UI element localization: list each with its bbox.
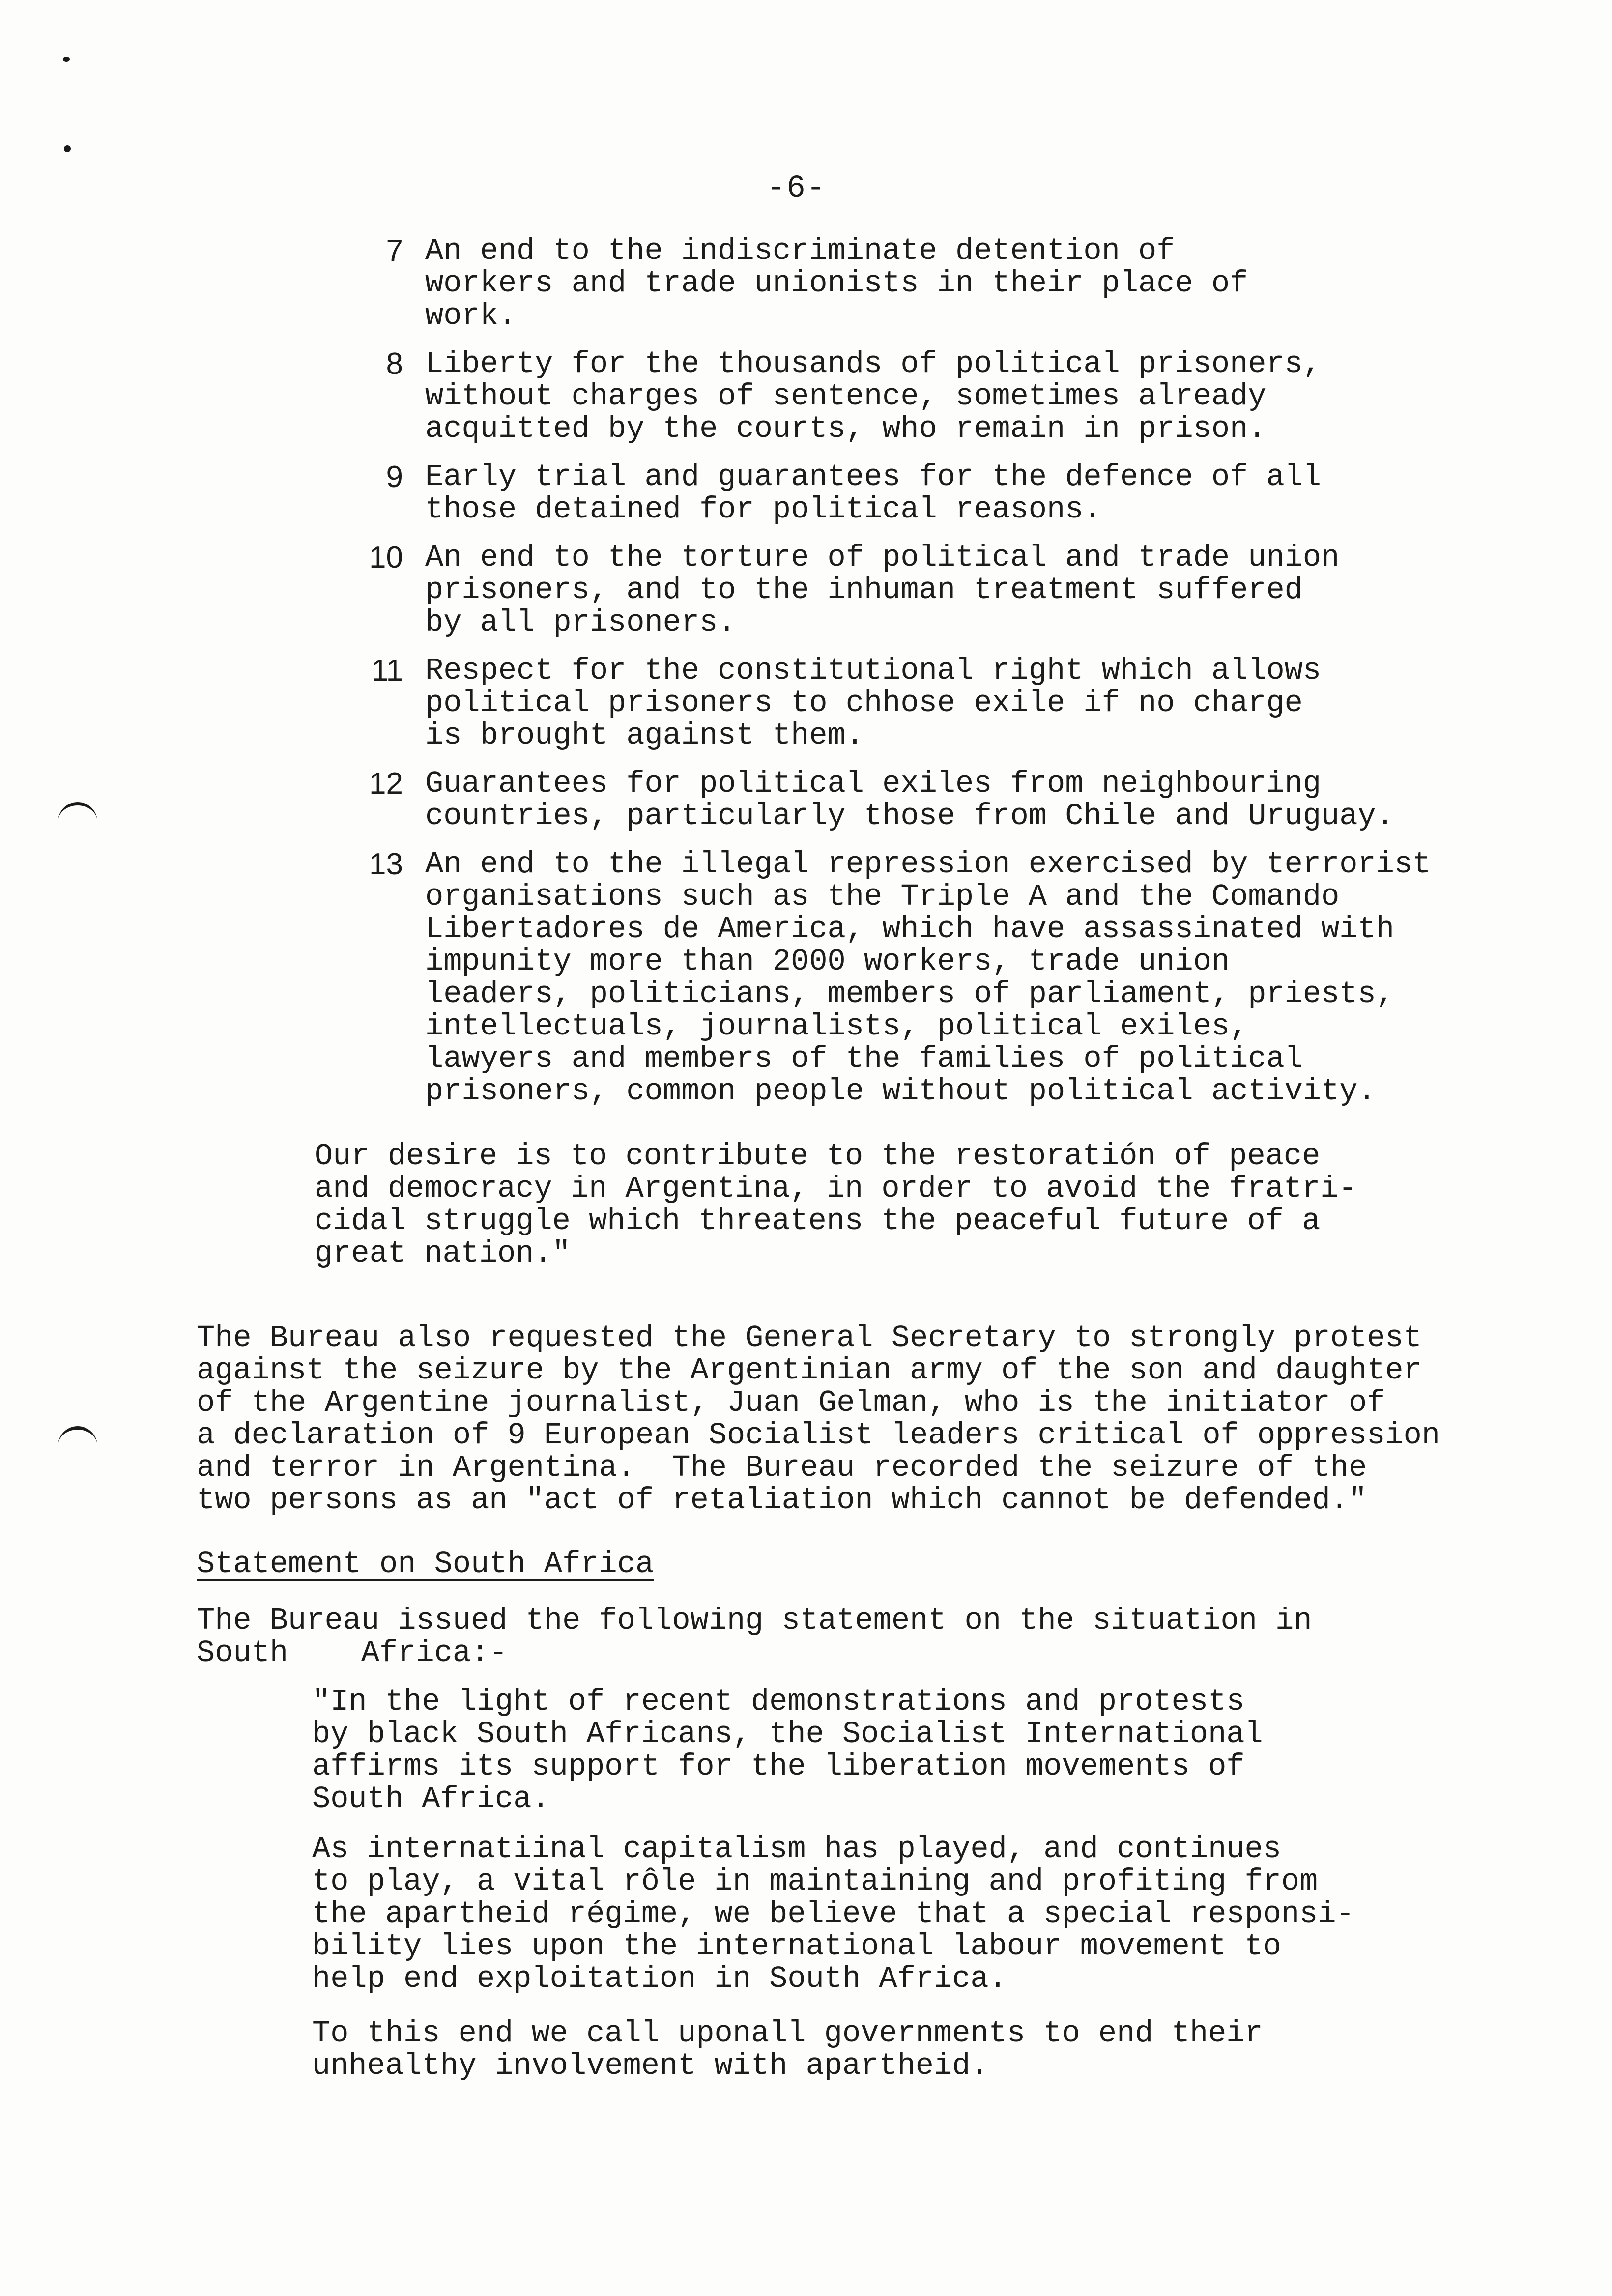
item-text: Respect for the constitutional right which allows political prisoners to chhose exile if no charge is brought against them. bbox=[425, 653, 1322, 753]
section-intro: The Bureau issued the following statement on the situation in South Africa:- bbox=[197, 1603, 1312, 1670]
item-number: 13 bbox=[369, 847, 403, 881]
section-heading: Statement on South Africa bbox=[197, 1547, 654, 1581]
margin-bracket-mark bbox=[58, 1426, 97, 1449]
bureau-paragraph: The Bureau also requested the General Secretary to strongly protest against the seizure by the Argentinian army of the son and daughter of the Argentine journalist, Juan Gelman, who is the initiator of a declaration of 9 European Socialist leaders critical of oppression and terror in Argentina. The Bureau recorded the seizure of the two persons as an "act of retaliation which cannot be defended." bbox=[197, 1320, 1440, 1518]
item-number: 8 bbox=[386, 347, 403, 381]
item-number: 12 bbox=[369, 767, 403, 801]
item-text: Early trial and guarantees for the defence of all those detained for political reasons. bbox=[425, 459, 1322, 527]
item-number: 11 bbox=[371, 654, 403, 688]
item-number: 10 bbox=[369, 541, 403, 574]
page-number: -6- bbox=[767, 171, 827, 206]
demands-list bbox=[344, 235, 1524, 1123]
list-item bbox=[344, 655, 1524, 752]
item-text: Liberty for the thousands of political prisoners, without charges of sentence, sometimes already acquitted by the courts, who remain in prison. bbox=[425, 346, 1322, 446]
item-number: 9 bbox=[386, 460, 403, 494]
item-text: An end to the indiscriminate detention of workers and trade unionists in their place of work. bbox=[425, 233, 1248, 333]
list-item bbox=[344, 348, 1524, 445]
margin-dot-mark bbox=[64, 145, 71, 152]
statement-paragraph: As internatiinal capitalism has played, and continues to play, a vital rôle in maintaining and profiting from the apartheid régime, we believe that a special responsi- bility lies upon the international labour movement to help end exploitation in South Africa. bbox=[312, 1832, 1354, 1996]
list-item bbox=[344, 848, 1524, 1108]
list-item bbox=[344, 235, 1524, 332]
item-number: 7 bbox=[386, 234, 403, 268]
item-text: Guarantees for political exiles from neighbouring countries, particularly those from Chile and Uruguay. bbox=[425, 766, 1394, 833]
closing-paragraph: Our desire is to contribute to the restoratión of peace and democracy in Argentina, in order to avoid the fratri- cidal struggle which threatens the peaceful future of a great nation." bbox=[315, 1139, 1357, 1271]
list-item bbox=[344, 768, 1524, 832]
list-item bbox=[344, 542, 1524, 639]
item-text: An end to the illegal repression exercised by terrorist organisations such as the Triple A and the Comando Libertadores de America, which have assassinated with impunity more than 2000 workers, trade union leaders, politicians, members of parliament, priests, intellectuals, journalists, political exiles, lawyers and members of the families of political prisoners, common people without political activity. bbox=[425, 847, 1431, 1109]
statement-paragraph: To this end we call uponall governments to end their unhealthy involvement with apartheid. bbox=[312, 2016, 1263, 2083]
margin-dot-mark bbox=[63, 57, 70, 62]
margin-bracket-mark bbox=[58, 802, 97, 825]
item-text: An end to the torture of political and trade union prisoners, and to the inhuman treatment suffered by all prisoners. bbox=[425, 540, 1340, 640]
list-item bbox=[344, 461, 1524, 526]
statement-paragraph: "In the light of recent demonstrations and protests by black South Africans, the Socialist International affirms its support for the liberation movements of South Africa. bbox=[312, 1684, 1263, 1816]
